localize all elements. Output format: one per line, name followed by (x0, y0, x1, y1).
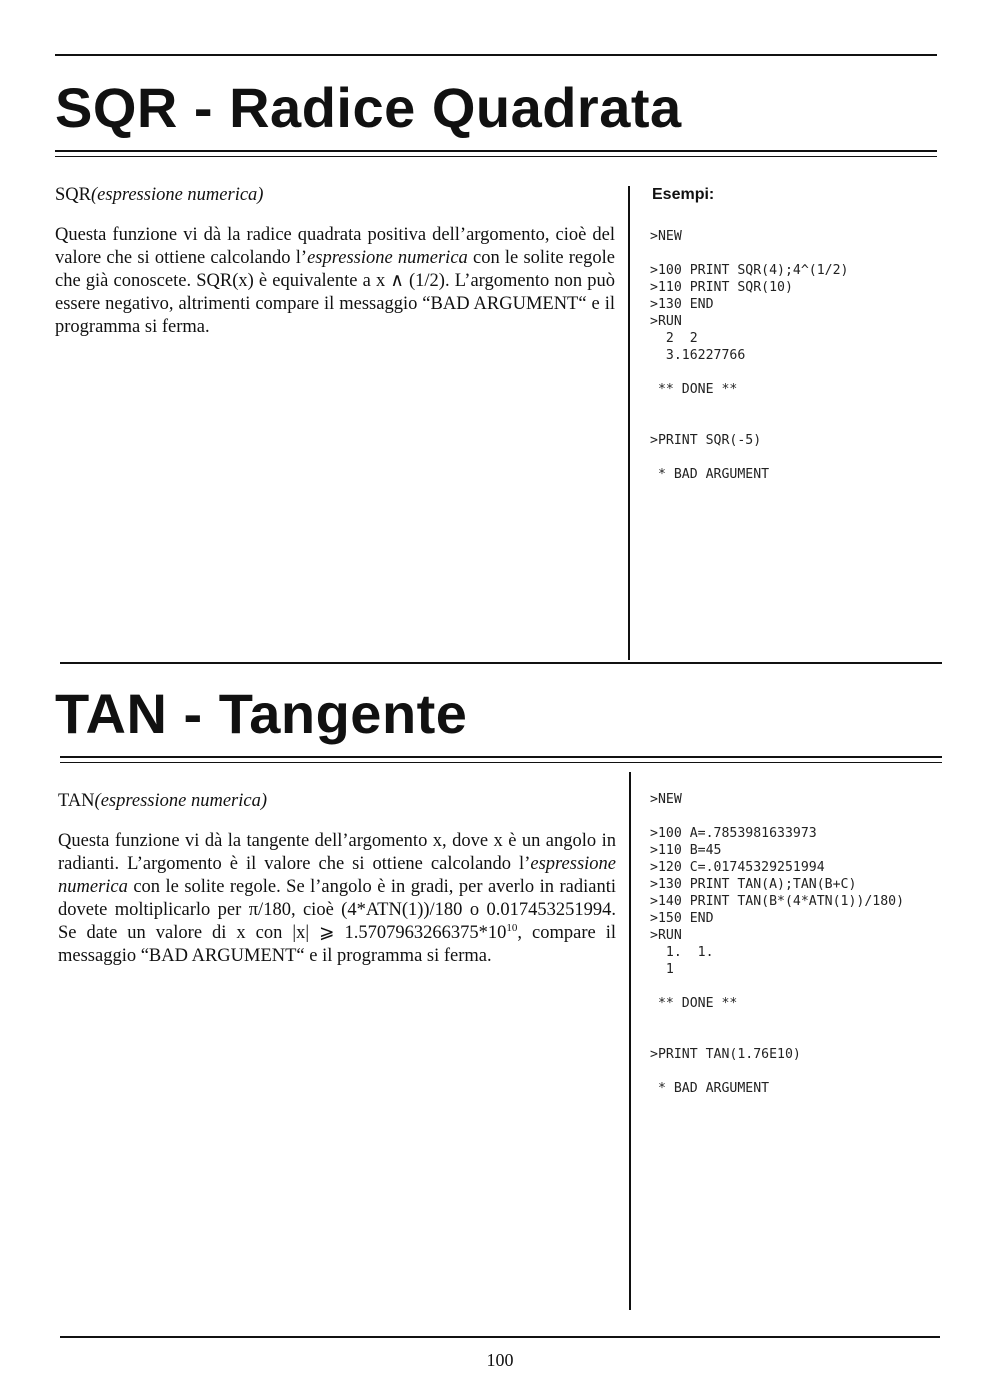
bottom-rule (60, 1336, 940, 1338)
tan-code-listing: >NEW >100 A=.7853981633973 >110 B=45 >120 C=.01745329251994 >130 PRINT TAN(A);TAN(B+C) >140 PRINT TAN(B*(4*ATN(1))/180) >150 END >RUN 1. 1. 1 ** DONE ** >PRINT TAN(1.76E10) * BAD ARGUMENT (650, 792, 905, 1096)
tan-heading-rule-1 (60, 756, 942, 758)
tan-description: Questa funzione vi dà la tangente dell’argomento x, dove x è un angolo in radianti. L’argomento è il valore che si ottiene calcolando l’espressione numerica con le solite regole. Se l’angolo è in gradi, per averlo in radianti dovete moltiplicarlo per π/180, cioè (4*ATN(1))/180 o 0.017453251994. Se date un valore di x con |x| ⩾ $1.5707963266375*10^{10}$, compare il messaggio “BAD ARGUMENT“ e il programma si ferma. (58, 831, 617, 966)
tan-heading-rule-2 (60, 762, 942, 763)
tan-syntax-name: TAN (58, 791, 95, 811)
top-rule (55, 54, 937, 56)
sqr-description: Questa funzione vi dà la radice quadrata positiva dell’argomento, cioè del valore che si ottiene calcolando l’espressione numerica con le solite regole che già conoscete. SQR(x) è equivalente a x ∧ (1/2). L’argomento non può essere negativo, altrimenti compare il messaggio “BAD ARGUMENT“ e il programma si ferma. (55, 225, 615, 337)
sqr-code-listing: >NEW >100 PRINT SQR(4);4^(1/2) >110 PRINT SQR(10) >130 END >RUN 2 2 3.16227766 ** DONE ** >PRINT SQR(-5) * BAD ARGUMENT (650, 229, 849, 482)
tan-heading: TAN - Tangente (55, 682, 468, 745)
sqr-syntax-arg: (espressione numerica) (91, 185, 264, 205)
sqr-column-divider (628, 186, 630, 660)
sqr-examples-label: Esempi: (652, 186, 715, 203)
sqr-text-column (55, 184, 615, 339)
tan-syntax (58, 790, 616, 813)
sqr-heading-rule-1 (55, 150, 937, 152)
page-number: 100 (486, 1350, 514, 1370)
sqr-heading-rule-2 (55, 156, 937, 157)
sqr-syntax-name: SQR (55, 185, 91, 205)
tan-top-rule (60, 662, 942, 664)
tan-column-divider (629, 772, 631, 1310)
sqr-syntax (55, 184, 615, 207)
tan-syntax-arg: (espressione numerica) (94, 791, 267, 811)
sqr-heading: SQR - Radice Quadrata (55, 76, 682, 139)
tan-text-column (58, 790, 616, 968)
